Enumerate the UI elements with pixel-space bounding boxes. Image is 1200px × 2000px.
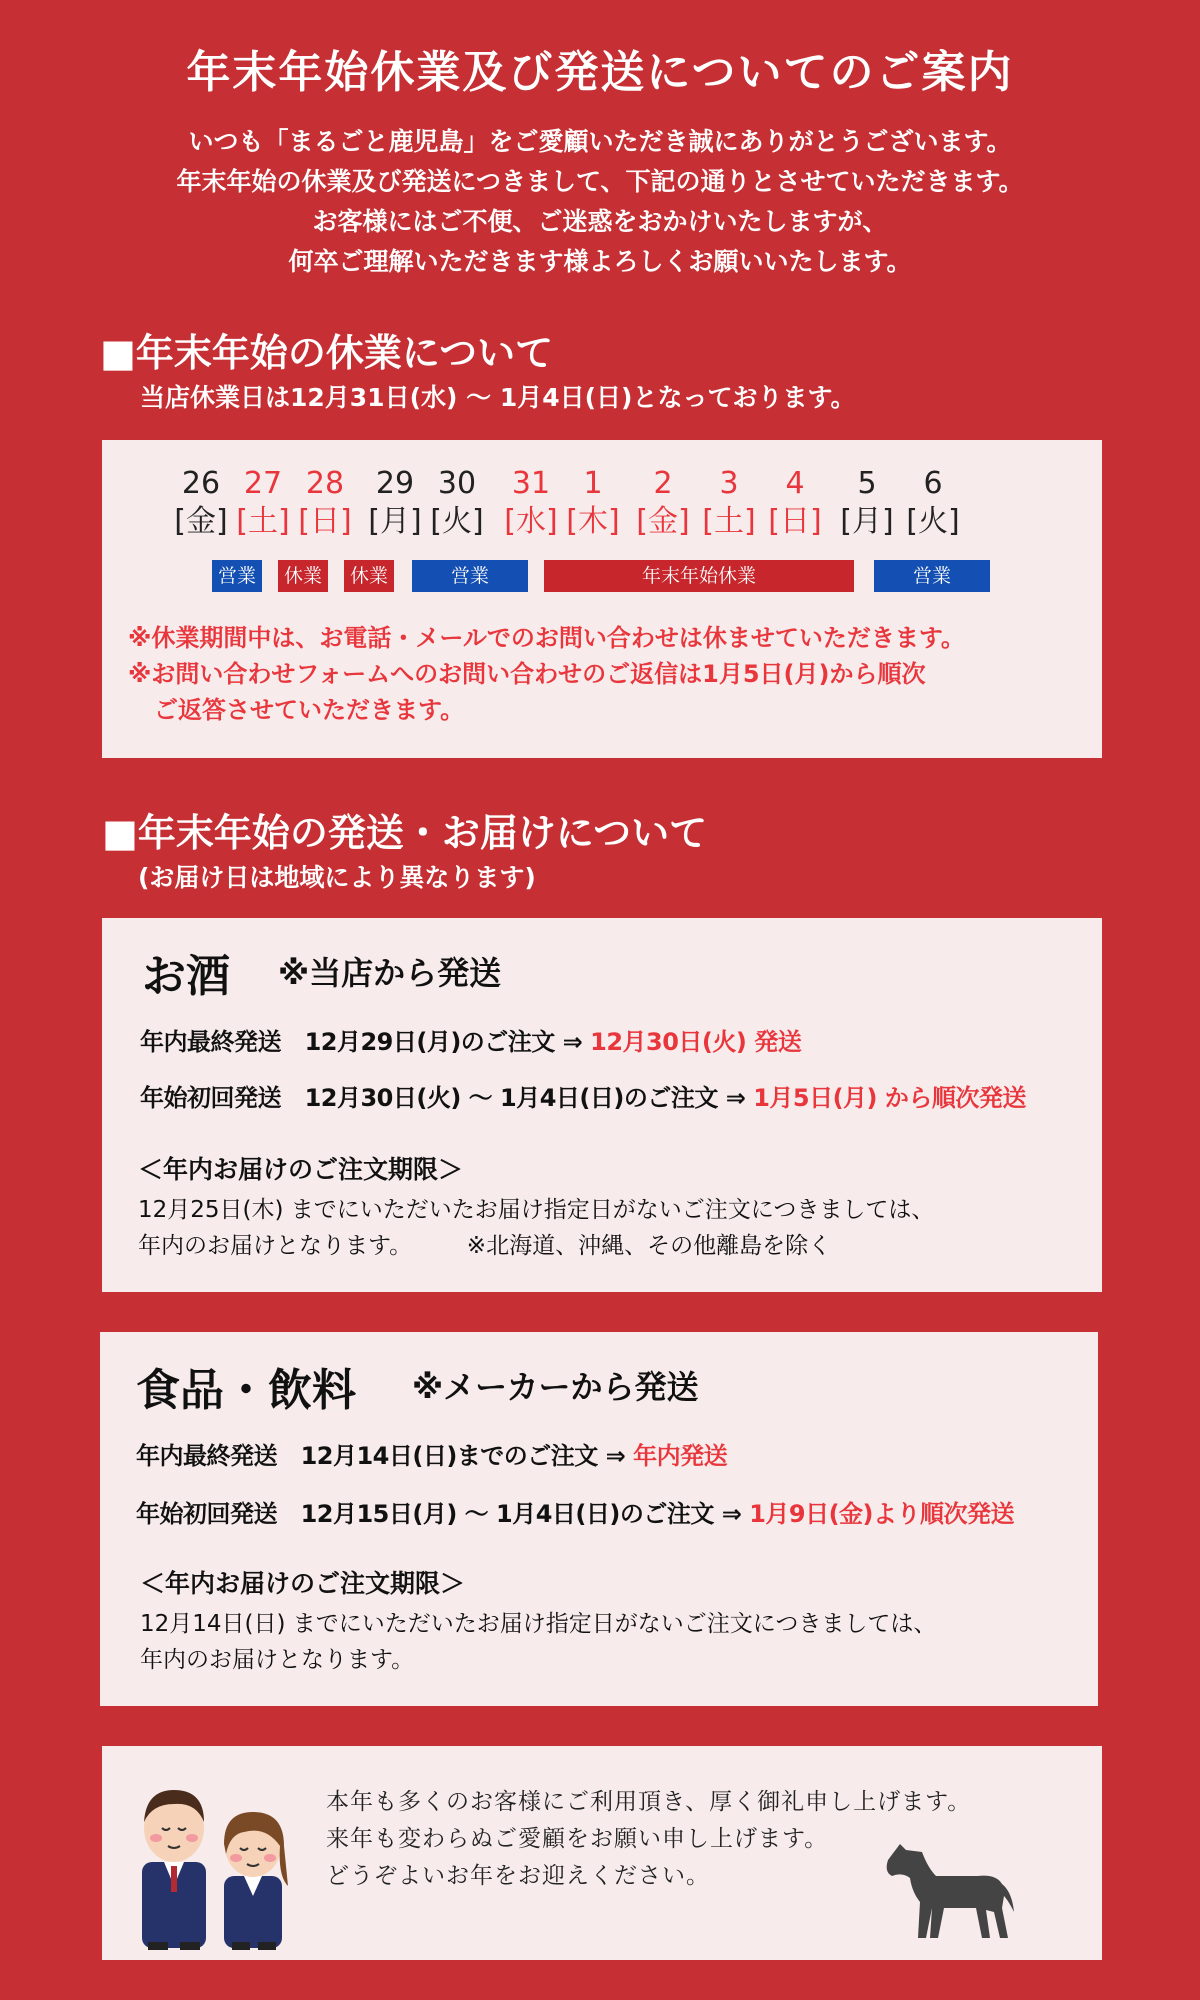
greeting-line: 来年も変わらぬご愛顧をお願い申し上げます。 <box>326 1826 829 1852</box>
calendar-day-number: 28 <box>305 466 345 501</box>
holiday-note: ※休業期間中は、お電話・メールでのお問い合わせは休ませていただきます。 <box>128 624 965 652</box>
deadline-exclusion-note: ※北海道、沖縄、その他離島を除く <box>466 1233 832 1259</box>
row-highlight: 12月30日(火) 発送 <box>590 1028 802 1056</box>
status-badge-open: 営業 <box>412 560 528 592</box>
greeting-text <box>326 1784 971 1895</box>
food-title: 食品・飲料 <box>136 1365 356 1416</box>
status-badge-closed: 休業 <box>278 560 328 592</box>
calendar-day-number: 5 <box>857 466 877 501</box>
shipping-heading: ■年末年始の発送・お届けについて <box>102 811 708 855</box>
calendar-day <box>170 466 232 542</box>
food-deadline-line: 12月14日(日) までにいただいたお届け指定日がないご注文につきましては、 <box>140 1611 937 1637</box>
status-badge-open: 営業 <box>212 560 262 592</box>
sake-first-shipping-row <box>140 1078 1026 1113</box>
calendar-weekday: [土] <box>236 504 290 539</box>
page-title: 年末年始休業及び発送についてのご案内 <box>186 47 1014 98</box>
row-text: 12月14日(日)までのご注文 ⇒ <box>300 1442 626 1470</box>
calendar-day-number: 26 <box>181 466 221 501</box>
intro-text <box>0 122 1200 282</box>
calendar-day-number: 2 <box>653 466 673 501</box>
calendar-weekday: [日] <box>768 504 822 539</box>
row-highlight: 1月9日(金)より順次発送 <box>749 1500 1015 1528</box>
row-label: 年内最終発送 <box>140 1028 281 1056</box>
greeting-card <box>102 1746 1102 1960</box>
calendar-day-number: 1 <box>583 466 603 501</box>
row-text: 12月15日(月) 〜 1月4日(日)のご注文 ⇒ <box>300 1500 742 1528</box>
calendar-day <box>232 466 294 542</box>
food-deadline-heading: ＜年内お届けのご注文期限＞ <box>140 1569 466 1598</box>
intro-line: 何卒ご理解いただきます様よろしくお願いいたします。 <box>288 247 912 276</box>
calendar-weekday: [金] <box>174 504 228 539</box>
man-figure <box>142 1790 206 1950</box>
holiday-heading: ■年末年始の休業について <box>100 331 554 375</box>
holiday-subheading: 当店休業日は12月31日(水) 〜 1月4日(日)となっております。 <box>140 383 856 412</box>
calendar-day-number: 3 <box>719 466 739 501</box>
calendar-day <box>500 466 562 542</box>
food-subtitle: ※メーカーから発送 <box>412 1368 699 1406</box>
food-card <box>100 1332 1098 1706</box>
calendar-day-number: 31 <box>511 466 551 501</box>
calendar-weekday: [水] <box>504 504 558 539</box>
sake-deadline-line: 12月25日(木) までにいただいたお届け指定日がないご注文につきましては、 <box>138 1197 935 1223</box>
bowing-staff-illustration <box>126 1766 306 1956</box>
calendar-day <box>426 466 488 542</box>
status-badge-closed: 休業 <box>344 560 394 592</box>
row-label: 年始初回発送 <box>136 1500 277 1528</box>
calendar-day <box>902 466 964 542</box>
greeting-line: 本年も多くのお客様にご利用頂き、厚く御礼申し上げます。 <box>326 1789 972 1815</box>
sake-deadline-heading: ＜年内お届けのご注文期限＞ <box>138 1155 464 1184</box>
sake-card <box>102 918 1102 1292</box>
calendar-weekday: [火] <box>906 504 960 539</box>
row-highlight: 年内発送 <box>633 1442 728 1470</box>
woman-figure <box>224 1812 288 1950</box>
sake-title: お酒 <box>142 951 230 1002</box>
calendar-weekday: [土] <box>702 504 756 539</box>
calendar-day-number: 27 <box>243 466 283 501</box>
sake-last-shipping-row <box>140 1022 801 1057</box>
deadline-text: 年内のお届けとなります。 <box>138 1233 413 1259</box>
calendar-day <box>294 466 356 542</box>
calendar-day <box>364 466 426 542</box>
horse-silhouette-icon <box>878 1838 1018 1942</box>
calendar-day <box>698 466 760 542</box>
calendar-weekday: [日] <box>298 504 352 539</box>
food-deadline-line: 年内のお届けとなります。 <box>140 1647 415 1673</box>
food-last-shipping-row <box>136 1436 727 1471</box>
greeting-line: どうぞよいお年をお迎えください。 <box>326 1863 710 1889</box>
calendar-day-number: 6 <box>923 466 943 501</box>
calendar-day <box>764 466 826 542</box>
row-highlight: 1月5日(月) から順次発送 <box>753 1084 1026 1112</box>
intro-line: お客様にはご不便、ご迷惑をおかけいたしますが、 <box>312 207 888 236</box>
holiday-note: ご返答させていただきます。 <box>154 696 465 724</box>
row-label: 年内最終発送 <box>136 1442 277 1470</box>
holiday-note: ※お問い合わせフォームへのお問い合わせのご返信は1月5日(月)から順次 <box>128 660 926 688</box>
calendar-weekday: [月] <box>368 504 422 539</box>
row-label: 年始初回発送 <box>140 1084 281 1112</box>
sake-deadline-line <box>138 1228 831 1264</box>
calendar-weekday: [火] <box>430 504 484 539</box>
row-text: 12月30日(火) 〜 1月4日(日)のご注文 ⇒ <box>304 1084 746 1112</box>
calendar-day-number: 4 <box>785 466 805 501</box>
sake-subtitle: ※当店から発送 <box>278 954 502 992</box>
calendar-day <box>632 466 694 542</box>
calendar-weekday: [金] <box>636 504 690 539</box>
calendar-weekday: [木] <box>566 504 620 539</box>
shipping-subheading: (お届け日は地域により異なります) <box>138 863 536 892</box>
status-badge-open: 営業 <box>874 560 990 592</box>
calendar-day <box>562 466 624 542</box>
calendar-day <box>836 466 898 542</box>
calendar-day-number: 30 <box>437 466 477 501</box>
row-text: 12月29日(月)のご注文 ⇒ <box>304 1028 583 1056</box>
food-first-shipping-row <box>136 1494 1014 1529</box>
status-badge-holiday-period: 年末年始休業 <box>544 560 854 592</box>
intro-line: 年末年始の休業及び発送につきまして、下記の通りとさせていただきます。 <box>176 167 1024 196</box>
calendar-weekday: [月] <box>840 504 894 539</box>
calendar-day-number: 29 <box>375 466 415 501</box>
holiday-calendar-card <box>102 440 1102 758</box>
intro-line: いつも「まるごと鹿児島」をご愛顧いただき誠にありがとうございます。 <box>188 127 1012 156</box>
